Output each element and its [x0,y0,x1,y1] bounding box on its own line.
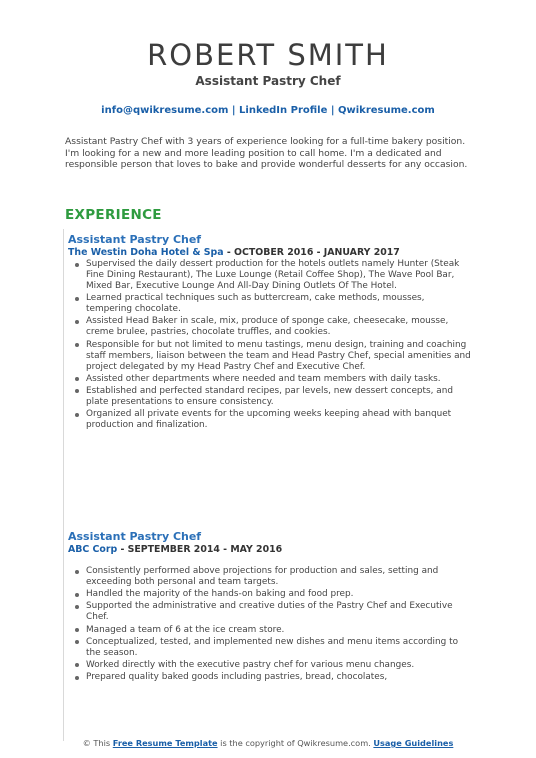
contact-separator: | [327,105,338,116]
bullet-item: Handled the majority of the hands-on baking and food prep. [68,589,473,600]
bullet-item: Prepared quality baked goods including pastries, bread, chocolates, [68,672,473,683]
job-dates: - SEPTEMBER 2014 - MAY 2016 [117,544,283,555]
bullet-item: Assisted Head Baker in scale, mix, produce of sponge cake, cheesecake, mousse, creme brulee, pastries, chocolate truffles, and cookies. [68,316,473,338]
job-entry [68,233,473,432]
job-title: Assistant Pastry Chef [68,233,202,246]
bullet-item: Learned practical techniques such as buttercream, cake methods, mousses, tempering chocolate. [68,293,473,315]
email-link[interactable]: info@qwikresume.com [101,105,229,116]
bullet-item: Established and perfected standard recipes, par levels, new dessert concepts, and plate presentations to ensure consistency. [68,386,473,408]
bullet-item: Supervised the daily dessert production for the hotels outlets namely Hunter (Steak Fine Dining Restaurant), The Luxe Lounge (Retail Coffee Shop), The Wave Pool Bar, Mixed Bar, Executive Lounge And All-Day Dining Outlets Of The Hotel. [68,259,473,292]
summary-paragraph: Assistant Pastry Chef with 3 years of experience looking for a full-time bakery position. I'm looking for a new and more leading position to call home. I'm a dedicated and responsible person that loves to bake and provide wonderful desserts for any occasion. [65,136,468,171]
linkedin-link[interactable]: LinkedIn Profile [239,105,328,116]
company-name: The Westin Doha Hotel & Spa [68,247,224,258]
job-entry [68,530,473,684]
bullet-item: Responsible for but not limited to menu tastings, menu design, training and coaching staff members, liaison between the team and Head Pastry Chef, special amenities and project delegated by my Head Pastry Chef and Executive Chef. [68,340,473,373]
candidate-title: Assistant Pastry Chef [195,74,341,88]
bullet-item: Organized all private events for the upcoming weeks keeping ahead with banquet production and finalization. [68,409,473,431]
footer-prefix: © This [82,738,113,748]
footer-middle: is the copyright of Qwikresume.com. [217,738,374,748]
bullet-item: Conceptualized, tested, and implemented new dishes and menu items according to the season. [68,637,473,659]
job-meta [68,247,473,259]
candidate-name: ROBERT SMITH [147,38,389,72]
job-meta [68,544,473,556]
company-name: ABC Corp [68,544,118,555]
free-resume-template-link[interactable]: Free Resume Template [112,738,218,748]
job-bullets [68,259,473,431]
experience-heading: EXPERIENCE [65,207,162,223]
job-dates: - OCTOBER 2016 - JANUARY 2017 [223,247,400,258]
contact-separator: | [228,105,240,116]
job-title: Assistant Pastry Chef [68,530,202,543]
contact-line [0,104,536,118]
job-bullets [68,566,473,683]
usage-guidelines-link[interactable]: Usage Guidelines [373,738,454,748]
footer-copyright [0,738,536,749]
section-divider-line [63,229,64,741]
bullet-item: Consistently performed above projections for production and sales, setting and exceeding both personal and team targets. [68,566,473,588]
bullet-item: Assisted other departments where needed and team members with daily tasks. [68,374,473,385]
bullet-item: Worked directly with the executive pastry chef for various menu changes. [68,660,473,671]
bullet-item: Managed a team of 6 at the ice cream store. [68,625,473,636]
bullet-item: Supported the administrative and creative duties of the Pastry Chef and Executive Chef. [68,601,473,623]
website-link[interactable]: Qwikresume.com [338,105,435,116]
